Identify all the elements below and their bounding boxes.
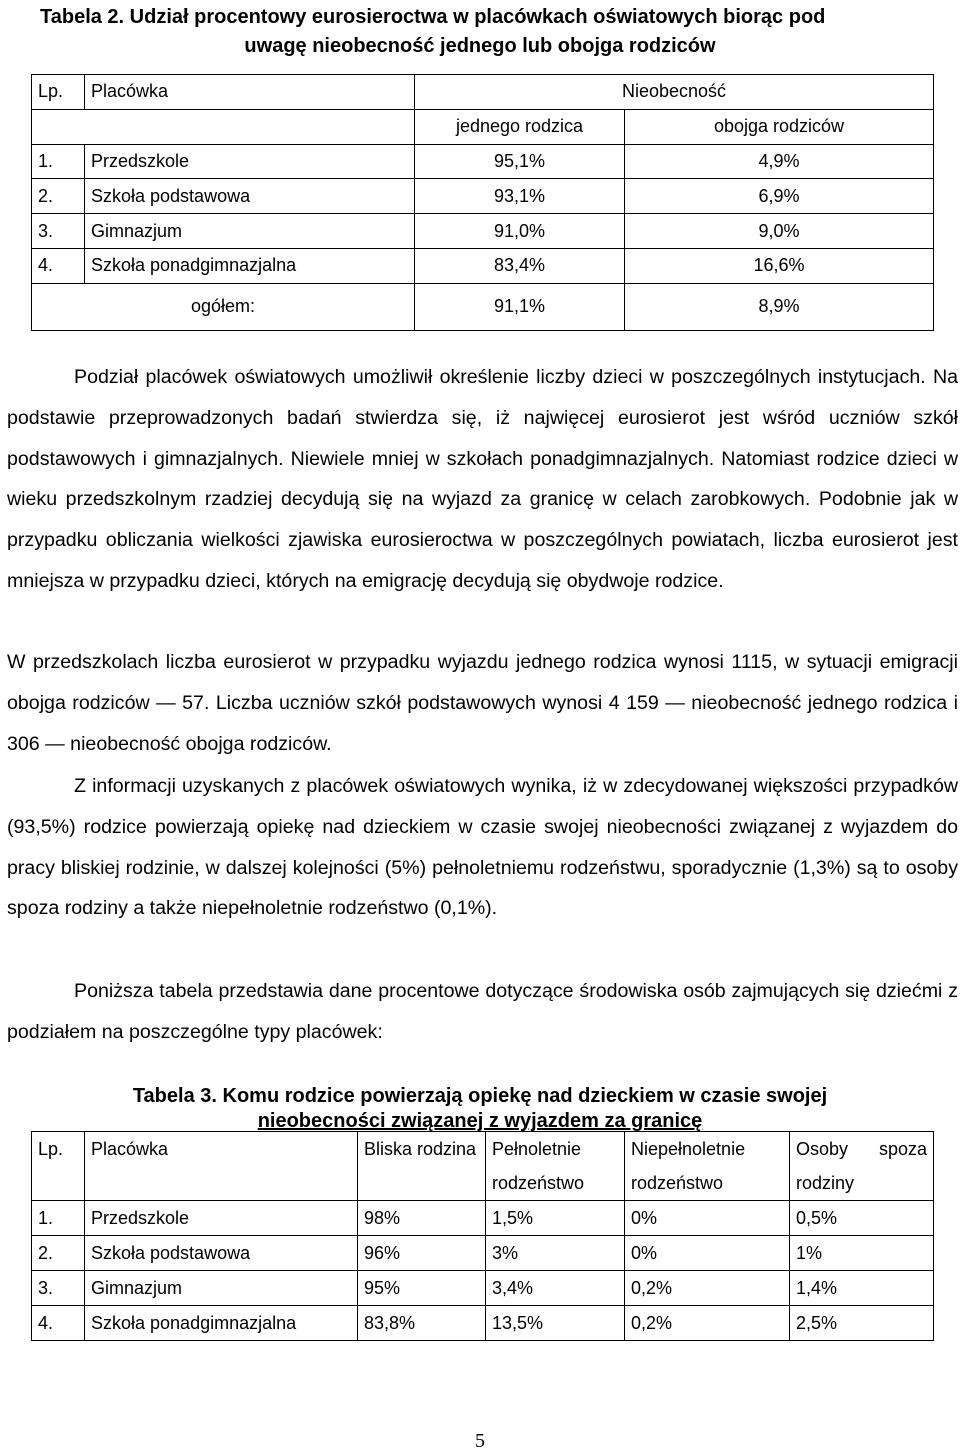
t2-cell-one: 83,4%: [415, 248, 625, 283]
table-row: [32, 214, 934, 249]
t2-header-nieobecnosc: Nieobecność: [415, 75, 934, 110]
t3-cell-value: 0,2%: [625, 1306, 790, 1341]
paragraph-4: Poniższa tabela przedstawia dane procentowe dotyczące środowiska osób zajmujących się dziećmi z podziałem na poszczególne typy placówek:: [7, 980, 958, 1043]
t3-header-niepelnoletnie-rodzenstwo: Niepełnoletnie rodzeństwo: [625, 1132, 790, 1201]
table-row: [32, 1201, 934, 1236]
table3-caption-line1: Tabela 3. Komu rodzice powierzają opiekę nad dzieckiem w czasie swojej: [132, 1085, 828, 1107]
t2-cell-both: 4,9%: [625, 144, 934, 179]
t2-cell-both: 6,9%: [625, 179, 934, 214]
t2-cell-one: 91,0%: [415, 214, 625, 249]
t3-cell-name: Szkoła podstawowa: [85, 1236, 358, 1271]
t2-cell-one: 93,1%: [415, 179, 625, 214]
table3-caption-line2: nieobecności związanej z wyjazdem za granicę: [257, 1110, 703, 1132]
t2-cell-name: Szkoła ponadgimnazjalna: [85, 248, 415, 283]
t2-header-obojga: obojga rodziców: [625, 109, 934, 144]
t3-header-osoby-spoza-rodziny: Osoby spoza rodziny: [790, 1132, 934, 1201]
table-row: [32, 179, 934, 214]
t2-cell-name: Gimnazjum: [85, 214, 415, 249]
t3-header-bliska-rodzina: Bliska rodzina: [358, 1132, 486, 1201]
table-row: [32, 1271, 934, 1306]
t3-cell-lp: 2.: [32, 1236, 85, 1271]
t3-cell-name: Przedszkole: [85, 1201, 358, 1236]
t3-cell-lp: 1.: [32, 1201, 85, 1236]
t2-cell-lp: 4.: [32, 248, 85, 283]
t2-cell-lp: 3.: [32, 214, 85, 249]
t3-cell-lp: 3.: [32, 1271, 85, 1306]
t3-cell-value: 3,4%: [486, 1271, 625, 1306]
t2-cell-name: Przedszkole: [85, 144, 415, 179]
t3-cell-value: 1,5%: [486, 1201, 625, 1236]
t3-header-placowka: Placówka: [85, 1132, 358, 1201]
t3-cell-value: 1,4%: [790, 1271, 934, 1306]
table-row: [32, 248, 934, 283]
t3-cell-value: 0%: [625, 1201, 790, 1236]
t3-cell-lp: 4.: [32, 1306, 85, 1341]
t2-header-lp: Lp.: [32, 75, 85, 110]
t2-total-one: 91,1%: [415, 283, 625, 330]
t3-cell-value: 83,8%: [358, 1306, 486, 1341]
t3-header-pelnoletnie-rodzenstwo: Pełnoletnie rodzeństwo: [486, 1132, 625, 1201]
t3-cell-value: 13,5%: [486, 1306, 625, 1341]
table2: [31, 74, 934, 331]
t2-header-empty-placowka: [85, 109, 415, 144]
t2-cell-lp: 1.: [32, 144, 85, 179]
t3-cell-value: 0,5%: [790, 1201, 934, 1236]
t2-cell-both: 16,6%: [625, 248, 934, 283]
t3-cell-value: 1%: [790, 1236, 934, 1271]
table3-caption: [60, 1084, 900, 1134]
t3-header-lp: Lp.: [32, 1132, 85, 1201]
t3-cell-value: 0,2%: [625, 1271, 790, 1306]
t2-header-jednego: jednego rodzica: [415, 109, 625, 144]
paragraph-1: Podział placówek oświatowych umożliwił określenie liczby dzieci w poszczególnych instytucjach. Na podstawie przeprowadzonych badań stwierdza się, iż najwięcej eurosierot jest wśród uczniów szkół podstawowych i gimnazjalnych. Niewiele mniej w szkołach ponadgimnazjalnych. Natomiast rodzice dzieci w wieku przedszkolnym rzadziej decydują się na wyjazd za granicę w celach zarobkowych. Podobnie jak w przypadku obliczania wielkości zjawiska eurosieroctwa w poszczególnych powiatach, liczba eurosierot jest mniejsza w przypadku dzieci, których na emigrację decydują się obydwoje rodzice.: [7, 366, 958, 592]
table-row: [32, 1236, 934, 1271]
t3-cell-value: 2,5%: [790, 1306, 934, 1341]
table3: [31, 1131, 934, 1341]
t2-cell-lp: 2.: [32, 179, 85, 214]
t2-header-placowka: Placówka: [85, 75, 415, 110]
t2-header-empty-lp: [32, 109, 85, 144]
t3-cell-value: 95%: [358, 1271, 486, 1306]
table-row: [32, 144, 934, 179]
t3-cell-value: 96%: [358, 1236, 486, 1271]
paragraph-3: Z informacji uzyskanych z placówek oświatowych wynika, iż w zdecydowanej większości przypadków (93,5%) rodzice powierzają opiekę nad dzieckiem w czasie swojej nieobecności związanej z wyjazdem do pracy bliskiej rodzinie, w dalszej kolejności (5%) pełnoletniemu rodzeństwu, sporadycznie (1,3%) są to osoby spoza rodziny a także niepełnoletnie rodzeństwo (0,1%).: [7, 775, 958, 920]
table-row: [32, 1306, 934, 1341]
t3-cell-value: 3%: [486, 1236, 625, 1271]
t2-cell-name: Szkoła podstawowa: [85, 179, 415, 214]
paragraph-2: W przedszkolach liczba eurosierot w przypadku wyjazdu jednego rodzica wynosi 1115, w sytuacji emigracji obojga rodziców — 57. Liczba uczniów szkół podstawowych wynosi 4 159 — nieobecność jednego rodzica i 306 — nieobecność obojga rodziców.: [7, 651, 958, 755]
page-number: 5: [475, 1430, 485, 1452]
t2-cell-one: 95,1%: [415, 144, 625, 179]
t2-total-both: 8,9%: [625, 283, 934, 330]
table-total-row: [32, 283, 934, 330]
t3-cell-value: 98%: [358, 1201, 486, 1236]
table2-caption-line1: Tabela 2. Udział procentowy eurosieroctwa w placówkach oświatowych biorąc pod: [40, 6, 826, 28]
t2-cell-both: 9,0%: [625, 214, 934, 249]
t2-total-label: ogółem:: [32, 283, 415, 330]
t3-cell-value: 0%: [625, 1236, 790, 1271]
t3-cell-name: Gimnazjum: [85, 1271, 358, 1306]
table2-caption-line2: uwagę nieobecność jednego lub obojga rodziców: [244, 35, 716, 57]
t3-cell-name: Szkoła ponadgimnazjalna: [85, 1306, 358, 1341]
table2-caption: [40, 3, 920, 61]
